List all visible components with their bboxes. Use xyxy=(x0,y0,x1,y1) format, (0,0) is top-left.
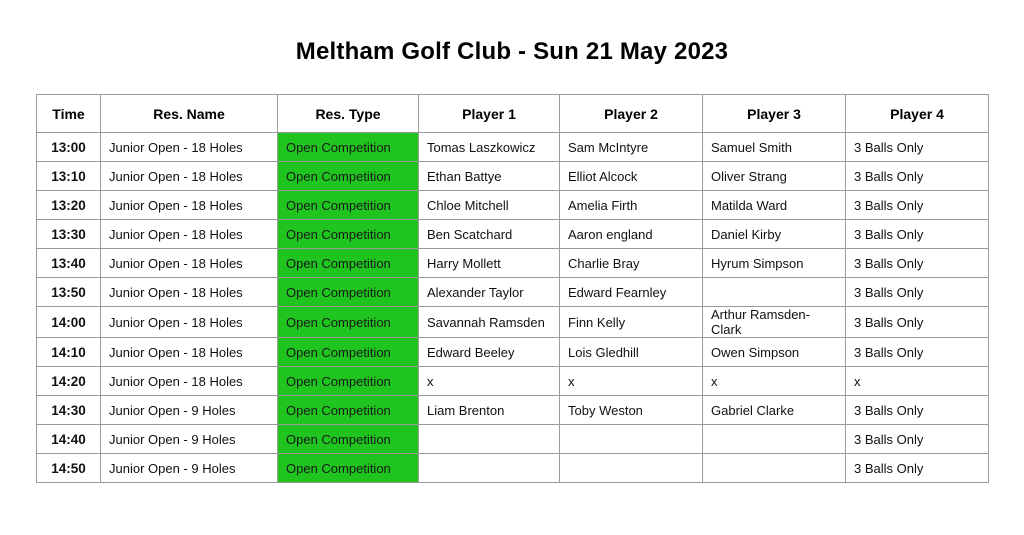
cell-player-4: 3 Balls Only xyxy=(846,133,989,162)
cell-player-3: Samuel Smith xyxy=(703,133,846,162)
cell-time: 14:20 xyxy=(37,367,101,396)
cell-res-type: Open Competition xyxy=(278,338,419,367)
cell-player-2: Toby Weston xyxy=(560,396,703,425)
cell-res-name: Junior Open - 9 Holes xyxy=(101,396,278,425)
cell-player-4: 3 Balls Only xyxy=(846,249,989,278)
cell-time: 13:40 xyxy=(37,249,101,278)
cell-res-type: Open Competition xyxy=(278,249,419,278)
tee-sheet-table-container xyxy=(0,66,1024,483)
cell-time: 13:20 xyxy=(37,191,101,220)
cell-player-1: Harry Mollett xyxy=(419,249,560,278)
cell-player-2: Finn Kelly xyxy=(560,307,703,338)
cell-player-3: Arthur Ramsden-Clark xyxy=(703,307,846,338)
table-row xyxy=(37,307,989,338)
column-header-player-2: Player 2 xyxy=(560,95,703,133)
cell-time: 14:50 xyxy=(37,454,101,483)
cell-player-3 xyxy=(703,454,846,483)
table-row xyxy=(37,220,989,249)
table-row xyxy=(37,133,989,162)
cell-player-4: 3 Balls Only xyxy=(846,307,989,338)
cell-player-3: x xyxy=(703,367,846,396)
cell-res-name: Junior Open - 18 Holes xyxy=(101,220,278,249)
cell-player-1: Liam Brenton xyxy=(419,396,560,425)
cell-time: 14:00 xyxy=(37,307,101,338)
cell-res-name: Junior Open - 18 Holes xyxy=(101,307,278,338)
cell-player-4: 3 Balls Only xyxy=(846,278,989,307)
table-row xyxy=(37,162,989,191)
table-row xyxy=(37,278,989,307)
cell-res-type: Open Competition xyxy=(278,278,419,307)
table-row xyxy=(37,425,989,454)
table-body xyxy=(37,133,989,483)
cell-player-2: x xyxy=(560,367,703,396)
cell-player-3: Hyrum Simpson xyxy=(703,249,846,278)
column-header-res-name: Res. Name xyxy=(101,95,278,133)
cell-player-2: Aaron england xyxy=(560,220,703,249)
cell-player-1: Ethan Battye xyxy=(419,162,560,191)
table-row xyxy=(37,338,989,367)
cell-res-type: Open Competition xyxy=(278,162,419,191)
table-row xyxy=(37,191,989,220)
cell-res-name: Junior Open - 18 Holes xyxy=(101,133,278,162)
cell-res-type: Open Competition xyxy=(278,367,419,396)
cell-res-name: Junior Open - 9 Holes xyxy=(101,425,278,454)
cell-res-name: Junior Open - 18 Holes xyxy=(101,338,278,367)
cell-player-3: Daniel Kirby xyxy=(703,220,846,249)
cell-player-1: Ben Scatchard xyxy=(419,220,560,249)
cell-player-2 xyxy=(560,454,703,483)
cell-time: 13:00 xyxy=(37,133,101,162)
cell-player-2: Elliot Alcock xyxy=(560,162,703,191)
cell-player-4: 3 Balls Only xyxy=(846,162,989,191)
cell-player-3: Oliver Strang xyxy=(703,162,846,191)
tee-sheet-table xyxy=(36,94,989,483)
cell-player-3 xyxy=(703,425,846,454)
cell-player-1: Edward Beeley xyxy=(419,338,560,367)
column-header-time: Time xyxy=(37,95,101,133)
cell-time: 13:50 xyxy=(37,278,101,307)
column-header-player-3: Player 3 xyxy=(703,95,846,133)
cell-res-name: Junior Open - 18 Holes xyxy=(101,278,278,307)
cell-player-1 xyxy=(419,425,560,454)
table-header-row xyxy=(37,95,989,133)
table-row xyxy=(37,249,989,278)
cell-player-4: 3 Balls Only xyxy=(846,338,989,367)
cell-player-4: 3 Balls Only xyxy=(846,191,989,220)
cell-player-3: Owen Simpson xyxy=(703,338,846,367)
cell-player-4: 3 Balls Only xyxy=(846,396,989,425)
cell-player-1: Savannah Ramsden xyxy=(419,307,560,338)
cell-player-2 xyxy=(560,425,703,454)
cell-res-type: Open Competition xyxy=(278,220,419,249)
cell-player-1: Tomas Laszkowicz xyxy=(419,133,560,162)
cell-player-1: Chloe Mitchell xyxy=(419,191,560,220)
cell-res-type: Open Competition xyxy=(278,396,419,425)
cell-time: 14:10 xyxy=(37,338,101,367)
cell-player-3 xyxy=(703,278,846,307)
cell-player-2: Amelia Firth xyxy=(560,191,703,220)
cell-time: 14:30 xyxy=(37,396,101,425)
cell-player-2: Sam McIntyre xyxy=(560,133,703,162)
cell-res-type: Open Competition xyxy=(278,133,419,162)
cell-res-name: Junior Open - 18 Holes xyxy=(101,191,278,220)
cell-res-type: Open Competition xyxy=(278,191,419,220)
table-header xyxy=(37,95,989,133)
cell-player-1: Alexander Taylor xyxy=(419,278,560,307)
cell-res-name: Junior Open - 18 Holes xyxy=(101,367,278,396)
cell-player-3: Gabriel Clarke xyxy=(703,396,846,425)
table-row xyxy=(37,396,989,425)
cell-res-name: Junior Open - 18 Holes xyxy=(101,162,278,191)
cell-player-2: Edward Fearnley xyxy=(560,278,703,307)
cell-res-type: Open Competition xyxy=(278,454,419,483)
cell-time: 13:10 xyxy=(37,162,101,191)
column-header-res-type: Res. Type xyxy=(278,95,419,133)
cell-res-name: Junior Open - 9 Holes xyxy=(101,454,278,483)
cell-player-3: Matilda Ward xyxy=(703,191,846,220)
cell-player-1 xyxy=(419,454,560,483)
cell-player-4: 3 Balls Only xyxy=(846,454,989,483)
cell-player-2: Charlie Bray xyxy=(560,249,703,278)
cell-time: 14:40 xyxy=(37,425,101,454)
column-header-player-1: Player 1 xyxy=(419,95,560,133)
cell-player-2: Lois Gledhill xyxy=(560,338,703,367)
cell-player-1: x xyxy=(419,367,560,396)
cell-time: 13:30 xyxy=(37,220,101,249)
column-header-player-4: Player 4 xyxy=(846,95,989,133)
table-row xyxy=(37,454,989,483)
cell-player-4: 3 Balls Only xyxy=(846,220,989,249)
cell-player-4: 3 Balls Only xyxy=(846,425,989,454)
cell-res-type: Open Competition xyxy=(278,425,419,454)
cell-player-4: x xyxy=(846,367,989,396)
cell-res-type: Open Competition xyxy=(278,307,419,338)
table-row xyxy=(37,367,989,396)
cell-res-name: Junior Open - 18 Holes xyxy=(101,249,278,278)
page-title: Meltham Golf Club - Sun 21 May 2023 xyxy=(295,38,729,65)
